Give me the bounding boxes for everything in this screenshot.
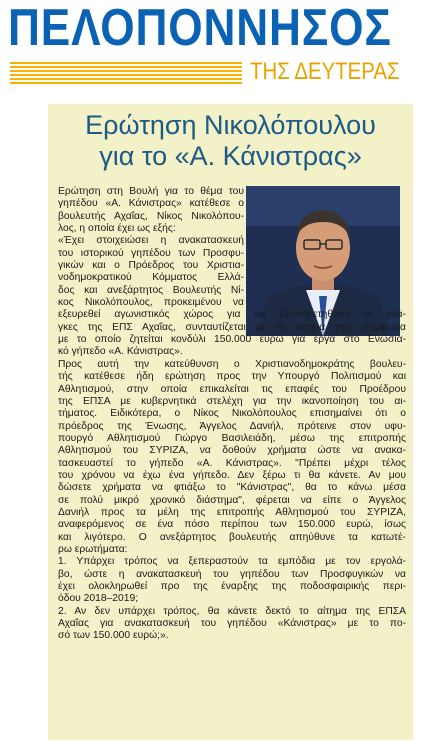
text-line: Αθλητισμού, στην οποία επικαλείται τις επαφές του Προέδρου xyxy=(58,383,406,395)
text-line: Ερώτηση στη Βουλή για το θέμα του xyxy=(58,186,244,197)
text-line: Αχαΐας για ανακατασκευή του γηπέδου «Κάνιστρας» με το πο- xyxy=(58,618,406,630)
text-line: κος Νικολόπουλος, προκειμένου να xyxy=(58,297,244,309)
text-line: πουργό Αθλητισμού Γιώργο Βασιλειάδη, μέσω της επιτροπής xyxy=(58,432,406,444)
text-line: γικών και ο Πρόεδρος του Χριστια- xyxy=(58,260,244,272)
text-line: κό γήπεδο «Α. Κάνιστρας». xyxy=(58,346,183,358)
newspaper-title: ΠΕΛΟΠΟΝΝΗΣΟΣ xyxy=(8,0,392,57)
text-line: δος και ανεξάρτητος Βουλευτής Νί- xyxy=(58,284,244,296)
text-line: όδου 2018–2019; xyxy=(58,593,139,605)
text-line: νοδημοκρατικού Κόμματος Ελλά- xyxy=(58,272,244,284)
text-line: του ιστορικού γηπέδου των Προσφυ- xyxy=(58,247,244,259)
text-line: τής κατέθεσε ήδη ερώτηση προς την Υπουργό Πολιτισμού και xyxy=(58,371,406,383)
text-line: σό των 150.000 ευρώ;». xyxy=(58,630,169,642)
text-line: έχει ολοκληρωθεί προ της έναρξης της ποδοσφαιρικής περι- xyxy=(58,581,406,592)
article-body xyxy=(58,186,406,643)
text-line: της ΕΠΣΑ με κυβερνητικά στελέχη για την ικανοποίηση του αι- xyxy=(58,395,406,407)
text-line: γηπέδου «Α. Κάνιστρας» κατέθεσε ο xyxy=(58,198,244,210)
text-line: του χρόνου να έχω ένα γήπεδο. Δεν ξέρω τι θα κάνετε. Αν μου xyxy=(58,469,406,481)
masthead-stripes xyxy=(10,62,242,84)
text-line: λος, η οποία έχει ως εξής: xyxy=(58,223,176,235)
text-line: τήματος. Ειδικότερα, ο Νίκος Νικολόπουλος επισημαίνει ότι ο xyxy=(58,408,406,420)
text-line: Δανιήλ προς τα μέλη της επιτροπής Αθλητισμού του ΣΥΡΙΖΑ, xyxy=(58,506,406,518)
article-panel xyxy=(48,104,413,740)
text-line: δώσετε χρήματα να φτιάξω το "Κάνιστρας", θα το κάνω μέσα xyxy=(58,482,406,494)
wrapped-paragraphs xyxy=(58,186,244,309)
newspaper-subtitle: ΤΗΣ ΔΕΥΤΕΡΑΣ xyxy=(250,58,400,85)
text-line: Αθλητισμού του ΣΥΡΙΖΑ, να δοθούν χρήματα ώστε να ανακα- xyxy=(58,445,406,457)
headline-line-1: Ερώτηση Νικολόπουλου xyxy=(85,110,376,140)
text-line: 1. Υπάρχει τρόπος να ξεπεραστούν τα εμπόδια με τον εργολά- xyxy=(58,556,406,568)
text-line: «Έχει στοιχειώσει η ανακατασκευή xyxy=(58,235,244,247)
text-line: και λιγότερο. Ο ανεξάρτητος βουλευτής απηύθυνε τα κατωτέ- xyxy=(58,531,406,543)
text-line: ρω ερωτήματα: xyxy=(58,543,128,555)
text-line: εξευρεθεί αγωνιστικός χώρος για να εξυπηρετηθούν οι ανά- xyxy=(58,309,406,321)
text-line: με το οποίο ζητείται κονδύλι 150.000 ευρώ για έργα στο Ενωσια- xyxy=(58,334,406,346)
text-line: γκες της ΕΠΣ Αχαΐας, συνταυτίζεται με το αίτημά της, σύμφωνα xyxy=(58,321,406,333)
text-line: αναφερόμενος σε ένα πόσο περίπου των 150.000 ευρώ, ίσως xyxy=(58,519,406,531)
text-line: βο, ώστε η ανακατασκευή του γηπέδου των Προσφυγικών να xyxy=(58,568,406,580)
text-line: τασκευαστεί το γήπεδο «Α. Κάνιστρας». "Πρέπει μέχρι τέλος xyxy=(58,457,406,469)
masthead xyxy=(0,0,423,90)
text-line: 2. Αν δεν υπάρχει τρόπος, θα κάνετε δεκτό το αίτημα της ΕΠΣΑ xyxy=(58,605,406,617)
text-line: πρόεδρος της Ένωσης, Άγγελος Δανιήλ, πρότεινε στον υφυ- xyxy=(58,420,406,432)
article-headline xyxy=(48,110,413,172)
text-line: βουλευτής Αχαΐας, Νίκος Νικολόπου- xyxy=(58,210,244,222)
text-line: σε πολύ μικρό χρονικό διάστημα", φέρεται να είπε ο Άγγελος xyxy=(58,494,406,506)
text-line: Προς αυτή την κατεύθυνση ο Χριστιανοδημοκράτης βουλευ- xyxy=(58,358,406,370)
headline-line-2: για το «Α. Κάνιστρας» xyxy=(99,141,362,171)
